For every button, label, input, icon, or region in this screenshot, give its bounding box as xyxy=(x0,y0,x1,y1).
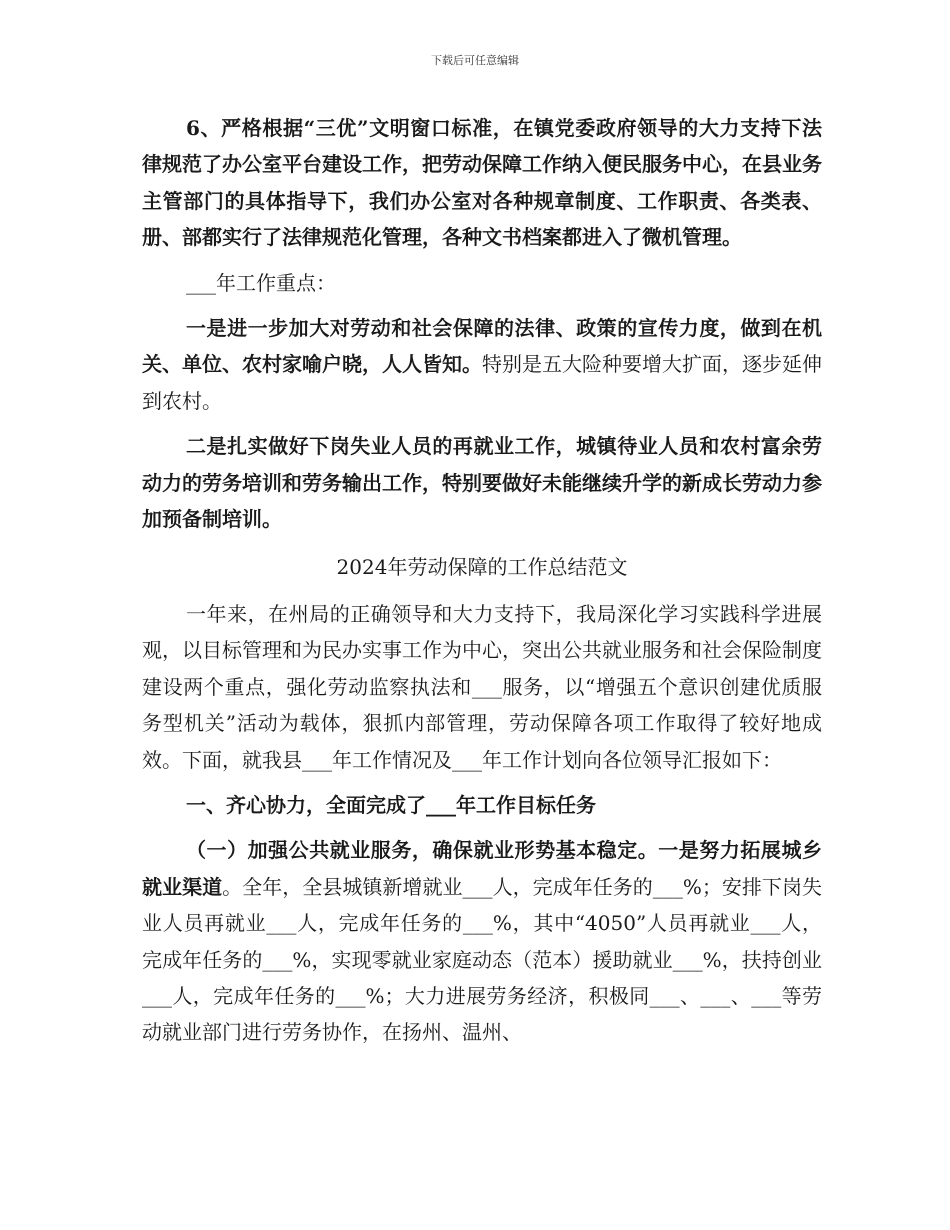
subsection-1-normal: 。全年，全县城镇新增就业___人，完成年任务的___%；安排下岗失业人员再就业___人，完成年任务的___%，其中“4050”人员再就业___人，完成年任务的___%，实现零就业家庭动态（范本）援助就业___%，扶持创业___人，完成年任务的___%；大力进展劳务经济，积极同___、___、___等劳动就业部门进行劳务协作，在扬州、温州、 xyxy=(142,874,822,1045)
paragraph-item-6: 6、严格根据“三优”文明窗口标准，在镇党委政府领导的大力支持下法律规范了办公室平台建设工作，把劳动保障工作纳入便民服务中心，在县业务主管部门的具体指导下，我们办公室对各种规章制度、工作职责、各类表、册、部都实行了法律规范化管理，各种文书档案都进入了微机管理。 xyxy=(142,116,822,250)
focus-point-2: 二是扎实做好下岗失业人员的再就业工作，城镇待业人员和农村富余劳动力的劳务培训和劳务输出工作，特别要做好未能继续升学的新成长劳动力参加预备制培训。 xyxy=(142,434,822,532)
focus-heading: ___年工作重点： xyxy=(186,270,336,295)
document-body xyxy=(142,110,822,1051)
focus-point-1-normal: 特别是五大险种要增大扩面，逐步延伸到农村。 xyxy=(142,352,822,413)
section-heading-1: 一、齐心协力，全面完成了___年工作目标任务 xyxy=(186,792,596,817)
page-header: 下载后可任意编辑 xyxy=(431,54,519,67)
intro-paragraph: 一年来，在州局的正确领导和大力支持下，我局深化学习实践科学进展观，以目标管理和为民办实事工作为中心，突出公共就业服务和社会保险制度建设两个重点，强化劳动监察执法和___服务，以“增强五个意识创建优质服务型机关”活动为载体，狠抓内部管理，劳动保障各项工作取得了较好地成效。下面，就我县___年工作情况及___年工作计划向各位领导汇报如下： xyxy=(142,601,822,772)
focus-point-1 xyxy=(142,310,822,419)
focus-point-1-bold: 一是进一步加大对劳动和社会保障的法律、政策的宣传力度，做到在机关、单位、农村家喻户晓，人人皆知。 xyxy=(142,316,822,377)
document-title: 2024年劳动保障的工作总结范文 xyxy=(336,555,628,580)
subsection-1-paragraph xyxy=(142,832,822,1050)
subsection-1-bold: （一）加强公共就业服务，确保就业形势基本稳定。一是努力拓展城乡就业渠道 xyxy=(142,838,822,899)
